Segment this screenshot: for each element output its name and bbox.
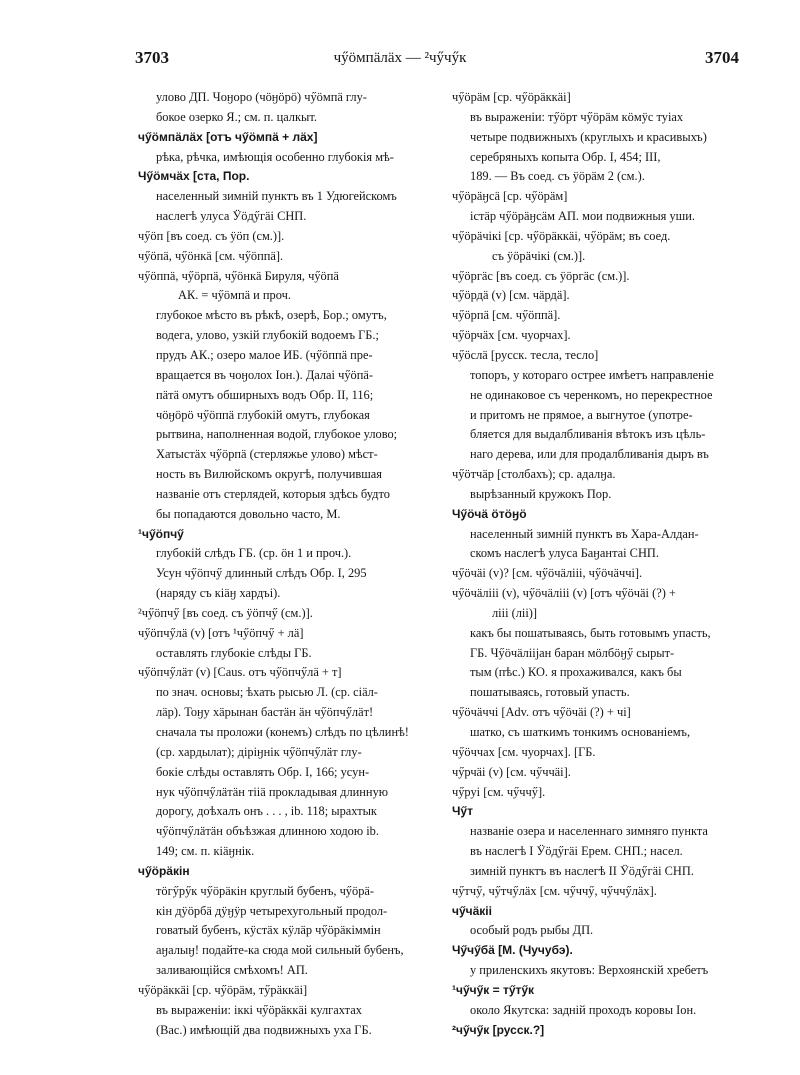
entry-text-line: ность въ Вилюйскомъ округѣ, получившая — [156, 467, 382, 482]
left-page-number: 3703 — [135, 48, 169, 67]
entry-text-line: прудъ АК.; озеро малое ИБ. (чӳӧппӓ пре- — [156, 347, 373, 362]
entry-text-line: чӳӧпчӳлӓт (v) [Caus. отъ чӳӧпчӳлӓ + т] — [138, 665, 342, 680]
entry-text-line: рытвина, наполненная водой, глубокое улово; — [156, 427, 398, 442]
entry-text-line: топоръ, у котораго острее имѣетъ направленіе — [470, 367, 714, 382]
entry-text-line: четыре подвижныхъ (круглыхъ и красивыхъ) — [470, 129, 707, 144]
entry-text-line: аӈалыӈ! подайте-ка сюда мой сильный бубенъ, — [156, 943, 404, 958]
entry-text-line: чӳӧрӓм [ср. чӳӧрӓккӓі] — [452, 90, 571, 104]
entry-text-line: тӧгӳрӳк чӳӧрӓкін круглый бубенъ, чӳӧрӓ- — [156, 883, 375, 898]
entry-text-line: и притомъ не прямое, а выгнутое (употре- — [470, 407, 693, 422]
entry-text-line: (Вас.) имѣющій два подвижныхъ уха ГБ. — [156, 1022, 372, 1037]
entry-text-line: чӳӧслӓ [русск. тесла, тесло] — [452, 347, 599, 362]
entry-text-line: чӳӧрӓчікі [ср. чӳӧрӓккӓі, чӳӧрӓм; въ соед. — [452, 228, 671, 243]
entry-text-line: чӳӧрӓккӓі [ср. чӳӧрӓм, тӳрӓккӓі] — [138, 982, 308, 997]
entry-text-line: чӳӧчӓччі [Adv. отъ чӳӧчӓі (?) + чі] — [452, 705, 631, 720]
entry-headword-line: ¹чӳӧпчӳ — [138, 526, 184, 541]
entry-text-line: чӳӧпчӳлӓ (v) [отъ ¹чӳӧпчӳ + лӓ] — [138, 625, 304, 640]
entry-text-line: глубокій слѣдъ ГБ. (ср. ӧн 1 и проч.). — [156, 546, 352, 561]
right-page-number: 3704 — [705, 48, 739, 67]
entry-text-line: около Якутска: задній проходъ коровы Іон. — [470, 1002, 697, 1017]
entry-text-line: населенный зимній пунктъ въ Хара-Алдан- — [470, 526, 699, 541]
entry-text-line: въ выраженіи: іккі чӳӧрӓккӓі кулгахтах — [156, 1002, 362, 1017]
entry-text-line: не одинаковое съ черенкомъ, но перекрестное — [470, 387, 713, 402]
entry-text-line: водега, улово, узкій глубокій водоемъ ГБ.; — [156, 328, 379, 343]
entry-text-line: наслегѣ улуса Ӱӧдӳгӓі СНП. — [156, 209, 307, 224]
running-title: чӳӧмпӓлӓх — ²чӳчӳк — [333, 50, 467, 66]
entry-text-line: 189. — Въ соед. съ ӱӧрӓм 2 (см.). — [470, 169, 645, 184]
entry-text-line: зимній пунктъ въ наслегѣ II Ӱӧдӳгӓі СНП. — [470, 863, 694, 878]
entry-text-line: пӓтӓ омутъ обширныхъ водъ Обр. II, 116; — [156, 387, 374, 402]
right-dictionary-column — [452, 88, 768, 1041]
entry-text-line: бокіе слѣды оставлять Обр. I, 166; усун- — [156, 764, 370, 779]
entry-text-line: Хатыстӓх чӳӧрпӓ (стерляжье улово) мѣст- — [156, 447, 378, 462]
entry-headword-line: чӳӧрӓкін — [138, 863, 190, 878]
entry-text-line: 149; см. п. кіӓӈнік. — [156, 844, 255, 859]
entry-text-line: чӳӧрпӓ [см. чӳӧппӓ]. — [452, 308, 561, 323]
entry-text-line: наго дерева, или для продалбливанія дыръ въ — [470, 447, 709, 462]
entry-text-line: чӳӧрчӓх [см. чуорчах]. — [452, 328, 571, 343]
entry-text-line: пошатываясь, готовый упасть. — [470, 685, 630, 700]
entry-text-line: шатко, съ шаткимъ тонкимъ основаніемъ, — [470, 725, 691, 739]
entry-headword-line: чӳчӓкіі — [452, 903, 492, 918]
entry-text-line: (наряду съ кіӓӈ хардъі). — [156, 586, 281, 601]
entry-text-line: заливающійся смѣхомъ! АП. — [156, 963, 308, 978]
entry-text-line: Усун чӳӧпчӳ длинный слѣдъ Обр. I, 295 — [156, 566, 367, 581]
entry-text-line: бокое озерко Я.; см. п. цалкыт. — [156, 109, 317, 124]
entry-text-line: істӓр чӳӧрӓӈсӓм АП. мои подвижныя уши. — [470, 209, 695, 224]
entry-text-line: у приленскихъ якутовъ: Верхоянскій хребетъ — [470, 963, 709, 978]
entry-text-line: чӳӧппӓ, чӳӧрпӓ, чӳӧнкӓ Бируля, чӳӧпӓ — [138, 268, 339, 283]
entry-headword-line: Чӳчӳбӓ [М. (Чучубэ). — [452, 943, 573, 958]
entry-text-line: чӳӧчӓі (v)? [см. чӳӧчӓлііі, чӳӧчӓччі]. — [452, 566, 643, 581]
entry-text-line: сначала ты проложи (конемъ) слѣдъ по цѣлинѣ! — [156, 725, 409, 739]
entry-text-line: чӳӧргӓс [въ соед. съ ӱӧргӓс (см.)]. — [452, 268, 630, 283]
entry-headword-line: ¹чӳчӳк = тӳтӳк — [452, 982, 535, 997]
entry-text-line: нук чӳӧпчӳлӓтӓн тііӓ прокладывая длинную — [156, 784, 389, 799]
entry-text-line: ²чӳӧпчӳ [въ соед. съ ӱӧпчӳ (см.)]. — [138, 605, 313, 620]
entry-text-line: вращается въ чоӈолох Іон.). Далаі чӳӧпӓ- — [156, 367, 373, 382]
entry-text-line: чӳӧпчӳлӓтӓн объѣзжая длинною ходою ib. — [156, 824, 379, 839]
entry-text-line: особый родъ рыбы ДП. — [470, 923, 594, 938]
entry-text-line: лііі (ліі)] — [492, 605, 538, 620]
entry-text-line: названіе отъ стерлядей, которыя здѣсь будто — [156, 486, 390, 501]
entry-text-line: скомъ наслегѣ улуса Баӈантаі СНП. — [470, 546, 659, 561]
entry-text-line: населенный зимній пунктъ въ 1 Удюгейскомъ — [156, 189, 397, 204]
entry-text-line: глубокое мѣсто въ рѣкѣ, озерѣ, Бор.; омутъ, — [156, 308, 387, 323]
entry-text-line: улово ДП. Чоӈоро (чӧӈӧрӧ) чӳӧмпӓ глу- — [156, 90, 367, 104]
entry-text-line: въ выраженіи: тӳӧрт чӳӧрӓм кӧмӱс туіах — [470, 109, 684, 124]
entry-text-line: лӓр). Тоӈу хӓрынан бастӓн ӓн чӳӧпчӳлӓт! — [156, 705, 374, 720]
entry-text-line: чӳӧчӓлііі (v), чӳӧчӓлііі (v) [отъ чӳӧчӓі (?) + — [452, 586, 676, 601]
entry-text-line: чӳтчӳ, чӳтчӳлӓх [см. чӳччӳ, чӳччӳлӓх]. — [452, 883, 657, 898]
entry-text-line: чӳӧччах [см. чуорчах]. [ГБ. — [452, 744, 596, 759]
entry-text-line: ГБ. Чӳӧчӓлііjан баран мӧлбӧӈӳ сырыт- — [470, 645, 675, 660]
entry-text-line: какъ бы пошатываясь, быть готовымъ упасть, — [470, 625, 711, 640]
entry-headword-line: Чӳӧмчӓх [ста, Пор. — [138, 169, 250, 184]
entry-text-line: чӳӧпӓ, чӳӧнкӓ [см. чӳӧппӓ]. — [138, 248, 284, 263]
entry-text-line: чӧӈӧрӧ чӳӧппӓ глубокій омутъ, глубокая — [156, 407, 370, 422]
entry-text-line: чӳӧрдӓ (v) [см. чӓрдӓ]. — [452, 288, 570, 303]
entry-text-line: дорогу, доѣхалъ онъ . . . , ib. 118; ырахтык — [156, 804, 377, 819]
entry-text-line: бляется для выдалбливанія вѣтокъ изъ цѣль- — [470, 427, 706, 442]
entry-text-line: чӳӧрӓӈсӓ [ср. чӳӧрӓм] — [452, 189, 568, 204]
entry-text-line: (ср. хардылат); діріӈнік чӳӧпчӳлӓт глу- — [156, 744, 362, 759]
entry-text-line: рѣка, рѣчка, имѣющія особенно глубокія мѣ- — [156, 149, 394, 164]
entry-text-line: тым (пѣс.) КО. я прохаживался, какъ бы — [470, 665, 682, 680]
entry-headword-line: Чӳӧчӓ ӧтӧӈӧ — [452, 506, 527, 521]
entry-text-line: кін дӱӧрбӓ дӱӈӱр четырехугольный продол- — [156, 903, 388, 918]
entry-text-line: серебряныхъ копыта Обр. I, 454; III, — [470, 149, 661, 164]
entry-text-line: чӳруі [см. чӳччӳ]. — [452, 784, 546, 799]
entry-headword-line: чӳӧмпӓлӓх [отъ чӳӧмпӓ + лӓх] — [138, 129, 318, 144]
entry-text-line: въ наслегѣ I Ӱӧдӳгӓі Ерем. СНП.; насел. — [470, 844, 683, 859]
entry-text-line: съ ӱӧрӓчікі (см.)]. — [492, 248, 586, 263]
entry-headword-line: ²чӳчӳк [русск.?] — [452, 1022, 545, 1037]
entry-text-line: бы попадаются довольно часто, М. — [156, 506, 341, 521]
entry-text-line: по знач. основы; ѣхать рысью Л. (ср. сіӓл- — [156, 685, 378, 700]
entry-text-line: чӳӧтчӓр [столбахъ); ср. адалӈа. — [452, 467, 616, 482]
left-dictionary-column — [138, 88, 443, 1041]
entry-text-line: чӳрчӓі (v) [см. чӳччӓі]. — [452, 764, 571, 779]
entry-text-line: названіе озера и населеннаго зимняго пункта — [470, 824, 708, 839]
entry-text-line: АК. = чӳӧмпӓ и проч. — [178, 288, 291, 303]
entry-text-line: говатый бубенъ, кӱстӓх кӱлӓр чӳӧрӓкіммін — [156, 923, 381, 938]
entry-headword-line: Чӳт — [452, 804, 473, 819]
entry-text-line: оставлять глубокіе слѣды ГБ. — [156, 645, 312, 660]
entry-text-line: чӳӧп [въ соед. съ ӱӧп (см.)]. — [138, 228, 285, 243]
entry-text-line: вырѣзанный кружокъ Пор. — [470, 486, 612, 501]
